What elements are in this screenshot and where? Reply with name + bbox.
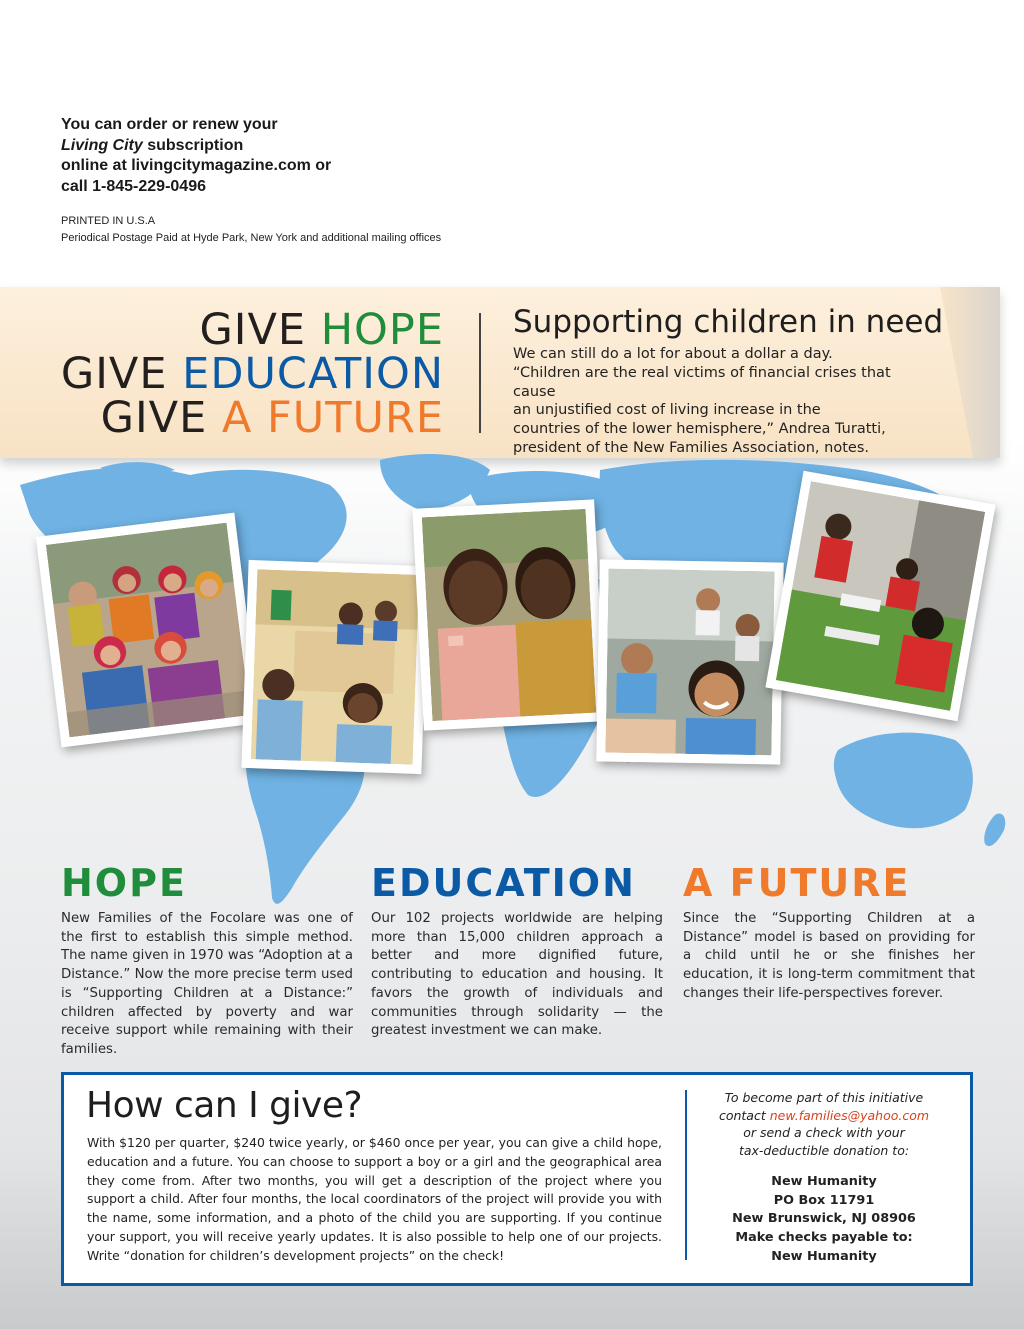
address-city: New Brunswick, NJ 08906 — [732, 1211, 916, 1227]
contact-line-1: To become part of this initiative — [724, 1090, 924, 1105]
subscription-line-3[interactable]: online at livingcitymagazine.com or — [61, 157, 332, 174]
photo-children-classroom-icon — [251, 569, 420, 765]
contact-line-2 — [704, 1107, 944, 1125]
give-slogan — [60, 305, 444, 443]
slogan-line-education — [60, 349, 444, 399]
email-link[interactable]: new.families@yahoo.com — [769, 1107, 930, 1123]
contact-line-3: or send a check with your — [743, 1125, 905, 1140]
contact-line-4: tax-deductible donation to: — [738, 1142, 910, 1158]
subscription-word: subscription — [142, 136, 244, 154]
give-divider — [685, 1090, 687, 1260]
photo-children-on-grass-icon — [776, 481, 985, 711]
photo-children-group-headscarves-icon — [46, 523, 250, 738]
contact-info — [704, 1089, 944, 1267]
slogan-give: GIVE — [100, 393, 222, 443]
contact-label: contact — [718, 1107, 770, 1123]
photo-smiling-children — [596, 559, 783, 764]
payable-to: New Humanity — [771, 1248, 877, 1264]
how-to-give-text: With $120 per quarter, $240 twice yearly, or $460 once per year, you can give a child hope, education and a future. You can choose to support a boy or a girl and the geographical area they come from. After two months, you will get a description of the project where you support a child. After four months, the local coordinators of the project will provide you with the name, some information, and a photo of the child you are supporting. If you continue your support, you will receive yearly updates. It is also possible to help one of our projects. Write “donation for children’s development projects” on the check! — [87, 1135, 662, 1263]
subscription-phone[interactable]: call 1-845-229-0496 — [61, 177, 206, 195]
photo-smiling-children-icon — [605, 569, 774, 756]
slogan-give: GIVE — [60, 349, 183, 399]
support-title: Supporting children in need — [513, 304, 944, 340]
column-education — [371, 860, 663, 1041]
address-org: New Humanity — [771, 1174, 877, 1189]
column-hope — [61, 860, 353, 1060]
support-line: president of the New Families Association, notes. — [513, 439, 869, 456]
subscription-line-1: You can order or renew your — [61, 116, 278, 133]
support-line: countries of the lower hemisphere,” Andrea Turatti, — [513, 421, 886, 438]
slogan-give: GIVE — [199, 305, 321, 355]
support-line: an unjustified cost of living increase in the — [513, 402, 821, 419]
photo-children-classroom — [241, 560, 428, 774]
subscription-info — [61, 115, 481, 247]
postage-notice: Periodical Postage Paid at Hyde Park, New York and additional mailing offices — [61, 232, 442, 244]
education-heading: EDUCATION — [371, 861, 636, 905]
future-text: Since the “Supporting Children at a Distance” model is based on providing for a child until he or she finishes her education, it is long-term commitment that changes their life-perspectives forever. — [683, 911, 975, 1001]
printed-notice — [61, 213, 481, 247]
slogan-future: A FUTURE — [221, 393, 444, 443]
education-text: Our 102 projects worldwide are helping more than 15,000 children approach a better and more dignified future, contributing to education and housing. It favors the growth of individuals and communities through solidarity — the greatest investment we can make. — [371, 911, 663, 1039]
mailing-address — [704, 1173, 944, 1267]
photo-children-group-headscarves — [36, 513, 260, 748]
payable-label: Make checks payable to: — [735, 1230, 913, 1246]
slogan-line-future — [61, 393, 444, 443]
future-heading: A FUTURE — [683, 861, 911, 905]
hope-text: New Families of the Focolare was one of the first to establish this simple method. The name given in 1970 was “Adoption at a Distance.” Now the more precise term used is “Supporting Children at a Distance:” children affected by poverty and war receive support while remaining with their families. — [61, 911, 353, 1057]
slogan-hope: HOPE — [320, 305, 444, 355]
address-pobox: PO Box 11791 — [773, 1192, 875, 1208]
slogan-line-hope — [61, 305, 444, 355]
support-line: We can still do a lot for about a dollar a day. — [513, 346, 833, 362]
photo-children-on-grass — [765, 471, 995, 722]
photo-two-boys — [412, 499, 605, 730]
banner-divider — [479, 313, 481, 433]
column-future — [683, 860, 975, 1004]
hope-heading: HOPE — [61, 861, 187, 905]
how-to-give-title: How can I give? — [86, 1085, 363, 1126]
slogan-education: EDUCATION — [182, 349, 444, 399]
magazine-name: Living City — [61, 136, 143, 154]
how-to-give-box — [61, 1072, 973, 1286]
subscription-line-2 — [61, 136, 481, 157]
support-line: “Children are the real victims of financial crises that cause — [513, 364, 891, 400]
photo-two-boys-icon — [422, 509, 596, 721]
printed-in-usa: PRINTED IN U.S.A — [61, 215, 156, 227]
